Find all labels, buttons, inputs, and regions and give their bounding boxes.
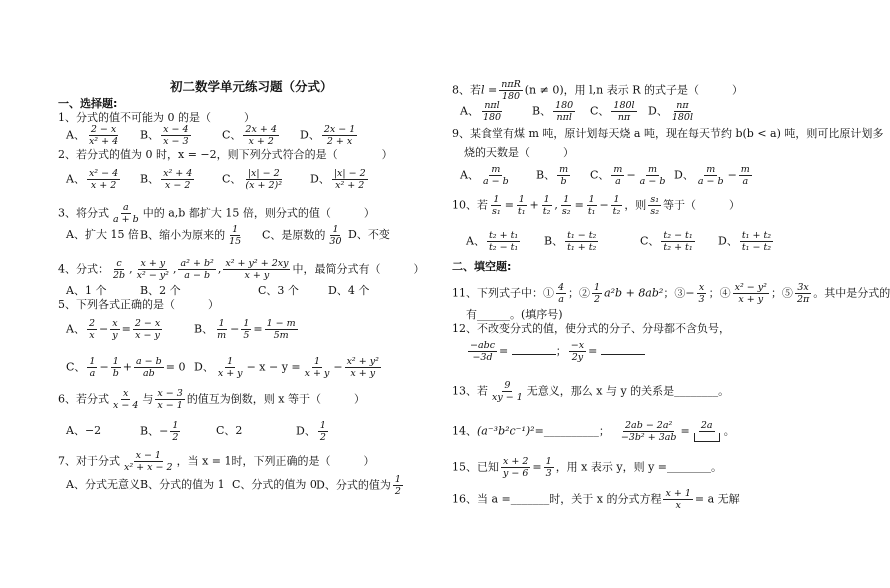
q10-option-c[interactable]: C、 $\frac{\text{t₂ − t₁}}{\text{t₂ + t₁}}$ (640, 230, 693, 253)
q12-blank-2[interactable] (601, 344, 645, 355)
q11-stem-2: 有______。(填序号) (466, 308, 563, 321)
q6-option-c[interactable]: C、2 (216, 424, 243, 437)
q9-option-a[interactable]: A、 $\frac{m}{a - b}$ (460, 164, 509, 187)
q12-blank-1[interactable] (512, 344, 556, 355)
q2-stem: 2、若分式的值为 0 时，x = −2，则下列分式符合的是（ ） (58, 148, 393, 161)
q2-option-a[interactable]: A、 $\frac{\text{x² − 4}}{x + 2}$ (66, 168, 119, 191)
q13-stem: 13、若 $\frac{9}{xy - 1}$ 无意义，那么 x 与 y 的关系是________。 (452, 380, 730, 403)
q10-stem: 10、若 $\frac{1}{\text{s₁}}$ = $\frac{1}{\text{t₁}}$ + $\frac{1}{\text{t₂}}$ , $\frac{1}{\text{s₂}}$ = $\frac{1}{\text{t₁}}$ − $\frac{1}{\text{t₂}}$ ，则 $\frac{\text{s₁}}{\text{s₂}}$ 等于（ ） (452, 194, 740, 217)
q8-option-d[interactable]: D、 $\frac{n\pi}{180l}$ (648, 100, 693, 123)
q3-option-c[interactable]: C、是原数的 $\frac{1}{30}$ (262, 224, 342, 247)
q4-option-c[interactable]: C、3 个 (258, 284, 299, 297)
q3-option-b[interactable]: B、缩小为原来的 $\frac{1}{15}$ (140, 224, 242, 247)
q9-option-d[interactable]: D、 $\frac{m}{a - b}$ − $\frac{m}{a}$ (674, 164, 750, 187)
q7-option-b[interactable]: B、分式的值为 1 (140, 478, 225, 491)
q8-option-c[interactable]: C、 $\frac{180l}{n\pi}$ (590, 100, 635, 123)
q1-option-d[interactable]: D、 $\frac{2x - 1}{2 + x}$ (300, 124, 356, 147)
q8-option-a[interactable]: A、 $\frac{\text{nπl}}{180}$ (460, 100, 502, 123)
q7-option-d[interactable]: D、分式的值为 $\frac{1}{2}$ (316, 474, 401, 497)
q3-option-a[interactable]: A、扩大 15 倍 (66, 228, 139, 241)
q1-option-c[interactable]: C、 $\frac{2x + 4}{x + 2}$ (222, 124, 277, 147)
q4-option-d[interactable]: D、4 个 (328, 284, 370, 297)
q16-stem: 16、当 a =_______时，关于 x 的分式方程 $\frac{x + 1}{x}$ = a 无解 (452, 488, 740, 511)
q9-stem: 9、某食堂有煤 m 吨，原计划每天烧 a 吨，现在每天节约 b(b < a) 吨，则可比原计划多 (452, 127, 884, 140)
q5-option-d[interactable]: D、 $\frac{1}{x + y}$ − x − y = $\frac{1}{x + y}$ − $\frac{\text{x² + y²}}{x + y}$ (194, 356, 379, 379)
q3-stem: 3、将分式 $\frac{a}{a + b}$ 中的 a,b 都扩大 15 倍，则分式的值（ ） (58, 202, 375, 225)
q10-option-d[interactable]: D、 $\frac{\text{t₁ + t₂}}{\text{t₁ − t₂}}$ (718, 230, 772, 253)
q15-stem: 15、已知 $\frac{x + 2}{y - 6}$ = $\frac{1}{3}$ ，用 x 表示 y，则 y =________。 (452, 456, 723, 479)
q9-option-b[interactable]: B、 $\frac{m}{b}$ (536, 164, 569, 187)
q1-option-a[interactable]: A、 $\frac{2 - x}{\text{x² + 4}}$ (66, 124, 119, 147)
q2-option-c[interactable]: C、 $\frac{|x| - 2}{\text{(x + 2)²}}$ (222, 168, 283, 191)
q4-option-b[interactable]: B、2 个 (140, 284, 181, 297)
q10-option-b[interactable]: B、 $\frac{\text{t₁ − t₂}}{\text{t₁ + t₂}}$ (544, 230, 597, 253)
q6-option-a[interactable]: A、−2 (66, 424, 102, 437)
q7-stem: 7、对于分式 $\frac{x - 1}{\text{x² + x − 2}}$ ，当 x = 1时，下列正确的是（ ） (58, 450, 375, 473)
q8-option-b[interactable]: B、 $\frac{180}{\text{nπl}}$ (532, 100, 574, 123)
q6-option-d[interactable]: D、 $\frac{1}{2}$ (296, 420, 326, 443)
q7-option-a[interactable]: A、分式无意义 (66, 478, 140, 491)
q7-option-c[interactable]: C、分式的值为 0 (232, 478, 317, 491)
q6-stem: 6、若分式 $\frac{x}{x - 4}$ 与 $\frac{x - 3}{x - 1}$ 的值互为倒数，则 x 等于（ ） (58, 388, 366, 411)
q2-option-d[interactable]: D、 $\frac{|x| - 2}{\text{x² + 2}}$ (310, 168, 366, 191)
q6-option-b[interactable]: B、− $\frac{1}{2}$ (140, 420, 179, 443)
q11-stem: 11、下列式子中：① $\frac{4}{a}$ ；② $\frac{1}{2}$ a²b + 8ab²；③− $\frac{x}{3}$ ；④ $\frac{\text{x² − y²}}{x + y}$ ；⑤ $\frac{3x}{2\pi}$ 。其中是分式的 (452, 282, 890, 305)
q9-stem-2: 烧的天数是（ ） (464, 146, 574, 159)
q10-option-a[interactable]: A、 $\frac{\text{t₂ + t₁}}{\text{t₂ − t₁}}$ (466, 230, 519, 253)
q5-stem: 5、下列各式正确的是（ ） (58, 298, 219, 311)
q12-stem: 12、不改变分式的值，使分式的分子、分母都不含负号， (452, 322, 730, 335)
q9-option-c[interactable]: C、 $\frac{m}{a}$ − $\frac{m}{a - b}$ (590, 164, 666, 187)
section-fill: 二、填空题: (452, 260, 512, 273)
q5-option-a[interactable]: A、 $\frac{2}{x}$ − $\frac{x}{y}$ = $\frac{2 - x}{x - y}$ (66, 318, 161, 341)
q14-blank-box[interactable] (694, 433, 720, 442)
q3-option-d[interactable]: D、不变 (348, 228, 390, 241)
q5-option-b[interactable]: B、 $\frac{1}{m}$ − $\frac{1}{5}$ = $\frac{1 - m}{5m}$ (194, 318, 296, 341)
q12-equations: $\frac{\text{−abc}}{-3d}$ = ； $\frac{-x}{2y}$ = (466, 340, 645, 363)
section-choice: 一、选择题: (58, 97, 118, 110)
q1-option-b[interactable]: B、 $\frac{x - 4}{x - 3}$ (140, 124, 189, 147)
q5-option-c[interactable]: C、 $\frac{1}{a}$ − $\frac{1}{b}$ + $\frac{a - b}{ab}$ = 0 (66, 356, 186, 379)
page-title: 初二数学单元练习题（分式） (170, 79, 333, 94)
q4-option-a[interactable]: A、1 个 (66, 284, 107, 297)
q8-stem: 8、若l = $\frac{\text{nπR}}{180}$ (n ≠ 0)，用 l,n 表示 R 的式子是（ ） (452, 79, 744, 102)
q4-stem: 4、分式： $\frac{c}{2b}$ , $\frac{x + y}{\text{x² − y²}}$ , $\frac{\text{a² + b²}}{a - b}$ , $\frac{\text{x² + y² + 2xy}}{x + y}$ 中，最简分式有（ ） (58, 258, 425, 281)
q2-option-b[interactable]: B、 $\frac{\text{x² + 4}}{x - 2}$ (140, 168, 193, 191)
q14-stem: 14、(a⁻³b²c⁻¹)²=__________； $\frac{\text{2ab − 2a²}}{\text{−3b² + 3ab}}$ = 2a 。 (452, 420, 735, 443)
q1-stem: 1、分式的值不可能为 0 的是（ ） (58, 111, 255, 124)
